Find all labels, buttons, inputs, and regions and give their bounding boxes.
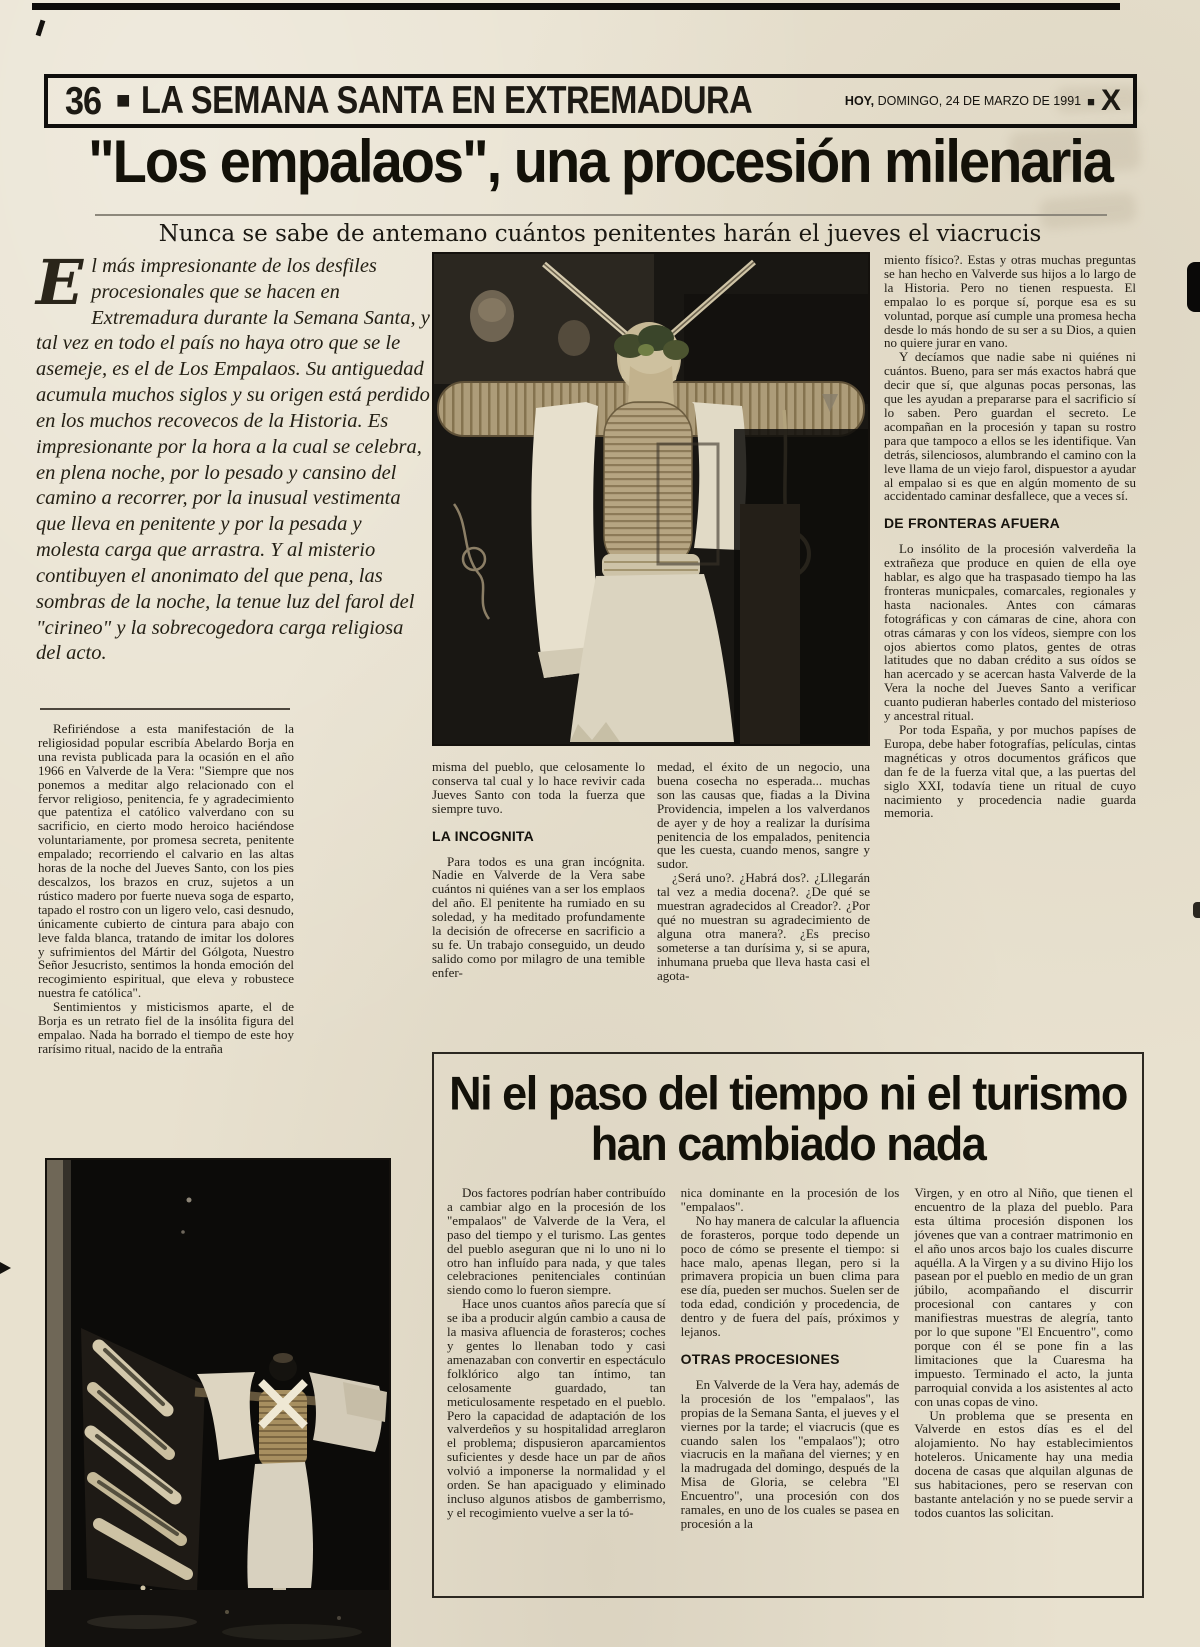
left-column [38,722,294,1056]
main-subhead: Nunca se sabe de antemano cuántos penitentes harán el jueves el viacrucis [158,221,1042,247]
paragraph: ¿Será uno?. ¿Habrá dos?. ¿Lllegarán tal vez a media docena?. ¿De qué se muestran agradecidos al Creador?. ¿Por qué no muestran su agradecimiento de alguna otra manera?. ¿Es preciso someterse a tan durísima y, si se apura, inhumana prueba que lleva hasta casi el agota- [657,870,870,983]
main-headline: "Los empalaos", una procesión milenaria [88,127,1112,196]
edition-letter: X [1100,84,1121,117]
paragraph: Para todos es una gran incógnita. Nadie en Valverde de la Vera sabe cuántos ni quiénes van a ser los emplaos del año. El penitente ha rumiado en su soledad, y ha meditado profundamente la decisión de ofrecerse en sacrificio a su fe. Un trabajo conseguido, un deudo salido como por milagro de una temible enfer- [432,853,645,980]
second-article-col1 [447,1186,666,1588]
second-article-col3 [914,1186,1133,1588]
paragraph: nica dominante en la procesión de los "empalaos". [680,1185,900,1214]
left-column-rule [40,708,290,710]
paragraph: Sentimientos y misticismos aparte, el de Borja es un retrato fiel de la insólita figura del empalao. Nada ha borrado el tiempo de este hoy rarísimo ritual, nacido de la entraña [38,999,294,1056]
square-bullet-icon: ■ [1087,93,1095,109]
lead-text: l más impresionante de los desfiles procesionales que se hacen en Extremadura durante la Semana Santa, y tal vez en todo el país no haya otro que se le asemeje, es el de Los Empalaos. Su antiguedad acumula muchos siglos y su origen está perdido en los muchos recovecos de la Historia. Es impresionante por la hora a la cual se celebra, en plena noche, por lo pesado y cansino del camino a recorrer, por la inusual vestimenta que lleva en penitente y por la pesada y molesta carga que arrastra. Y al misterio contibuyen el anonimato del que pena, las sombras de la noche, la tenue luz del farol del "cirineo" y la sobrecogedora carga religiosa del acto. [36,255,430,665]
paragraph: Virgen, y en otro al Niño, que tienen el encuentro de la plaza del pueblo. Para esta última procesión disponen los jóvenes que van a contraer matrimonio en el año unos arcos bajo los cuales discurre aquélla. A la Virgen y a su divino Hijo los pasean por el pueblo en medio de un gran júbilo, acompañando el discurrir procesional con cantares y con manifiestras muestras de alegría, tanto por lo que supone "El Encuentro", como porque con él se pone fin a las limitaciones que la Cuaresma ha impuesto. Terminado el acto, la junta parroquial convida a los asistentes al acto con unas copas de vino. [914,1185,1134,1409]
paragraph: Y decíamos que nadie sabe ni quiénes ni cuántos. Bueno, para ser más exactos habrá que decir que sí, que algunas pocas personas, las que les ayudan a prepararse para el sacrificio sí lo saben. Pero guardan el secreto. Le acompañan en la procesión y tapan su rostro para que tampoco a ellos se les identifique. Van detrás, silenciosos, alumbrando el camino con la leve llama de un viejo farol, dispuestor a ayudar al empalao si es que en algún momento de su accidentado caminar desfallece, que a veces sí. [884,349,1136,504]
second-article-columns [447,1186,1133,1588]
paper-name: HOY, [844,94,875,108]
second-headline-line1: Ni el paso del tiempo ni el turismo [449,1065,1127,1120]
paragraph: Dos factores podrían haber contribuído a cambiar algo en la procesión de los "empalaos" de Valverde de la Vera, el paso del tiempo y el turismo. Las gentes del pueblo aseguran que ni lo uno ni lo otro han influído para nada, y que tales celebraciones penitenciales continúan siendo como lo fueron siempre. [447,1185,666,1298]
paragraph: No hay manera de calcular la afluencia de forasteros, porque todo depende un poco de cómo se presente el tiempo: si hace malo, apenas llegan, pero si la primavera propicia un buen clima para ese día, pueden ser muchos. Suelen ser de toda edad, condición y procedencia, de dentro y de fuera del país, próximos y lejanos. [680,1212,900,1340]
paragraph: Por toda España, y por muchos papíses de Europa, debe haber fotografías, películas, cintas magnéticas y otros documentos gráficos que dan fe de la fuerza vital que, a las puertas del siglo XXI, todavía tiene un ritual de cuyo nacimiento y procedencia nadie guarda memoria. [884,722,1136,821]
lead-paragraph [36,246,430,667]
left-edge-arrow-mark [0,1262,11,1274]
paragraph: Lo insólito de la procesión valverdeña la extrañeza que produce en quien de ella oye hablar, es algo que ha traspasado tiempo ha las fronteras municpales, comarcales, regionales y hasta nacionales. Antes con cámaras fotográficas y con cámaras de cine, ahora con otras cámaras y con los vídeos, siempre con los ojos abiertos como platos, gentes de otras latitudes que no daban crédito a sus oídos se han acercado y se acercan hasta Valverde de la Vera la noche del Jueves Santo a verificar cuanto pudieran haberles contado del misterioso y ancestral ritual. [884,541,1136,724]
section-title: LA SEMANA SANTA EN EXTREMADURA [140,79,752,122]
photo-empalao-main [432,252,870,746]
date-text: DOMINGO, 24 DE MARZO DE 1991 [877,94,1082,108]
second-article-box [432,1052,1144,1598]
photo-empalao-street-art [47,1160,389,1645]
column-below-photo-1 [432,760,645,980]
column-below-photo-2 [657,760,870,983]
headline-rule [95,214,1107,216]
paragraph: misma del pueblo, que celosamente lo conserva tal cual y lo hace revivir cada Jueves Santo con toda la fuerza que siempre tuvo. [432,759,645,816]
section-subhead-de-fronteras-afuera: DE FRONTERAS AFUERA [884,515,1060,532]
second-article-col2 [681,1186,900,1588]
drop-cap: E [36,246,84,319]
photo-empalao-street [45,1158,391,1647]
section-subhead-otras-procesiones: OTRAS PROCESIONES [680,1350,840,1367]
second-headline-line2: han cambiado nada [590,1116,986,1171]
top-scan-rule [32,3,1120,10]
right-column [884,253,1136,820]
scan-tick-mark [36,20,46,37]
masthead [44,74,1137,128]
photo-empalao-main-art [434,254,868,744]
page-number: 36 [64,78,102,123]
paragraph: Refiriéndose a esta manifestación de la religiosidad popular escribía Abelardo Borja en una revista publicada para la ocasión en el año 1966 en Valverde de la Vera: "Siempre que nos ponemos a meditar algo relacionado con el fervor religioso, penitencia, fe y agradecimiento que patentiza el católico valverdano con su sacrificio, en cierto modo heroico haciéndose voluntariamente, por promesa secreta, penitente empalado; recorriendo el calvario en las altas horas de la noche del Jueves Santo, con los pies descalzos, los brazos en cruz, sujetos a un rústico madero por fuerte nueva soga de esparto, tapado el rostro con un ligero velo, casi desnudo, únicamente cubierto de cintura para abajo con leve falda blanca, tratando de imitar los dolores y sufrimientos del Mártir del Gólgota, Nuestro Señor Jesucristo, sentimos la honda emoción del recogimiento espiritual, que eleva y robustece nuestra fe católica". [38,721,294,1001]
dateline [845,94,1081,108]
right-edge-ink-blob [1187,262,1200,312]
paragraph: miento físico?. Estas y otras muchas preguntas se han hecho en Valverde sus hijos a lo largo de la Historia. Pero no tienen respuesta. El empalao lo es porque sí, porque esa es su voluntad, porque así cumple una promesa hecha desde lo más hondo de su ser a su Dios, a quien no quiere jurar en vano. [884,252,1136,351]
second-headline [434,1065,1142,1171]
right-edge-ink-dash [1193,902,1200,918]
paragraph: Hace unos cuantos años parecía que sí se iba a producir algún cambio a causa de la masiva afluencia de forasteros; coches y gentes lo llenaban todo y casi amenazaban con convertir en espectáculo folklórico algo tan íntimo, tan celosamente guardado, tan meticulosamente respetado en el pueblo. Pero la capacidad de adaptación de los valverdeños y su hospitalidad arreglaron el problema; dispusieron aparcamientos suficientes y desde hace un par de años volvió a imponerse la normalidad y el orden. Se han apaciguado y eliminado incluso algunos atisbos de gamberrismo, y el recogimiento vuelve a ser la tó- [447,1296,666,1520]
paragraph: medad, el éxito de un negocio, una buena cosecha no esperada... muchas son las causas que, fiadas a la Divina Providencia, impelen a los valverdanos de ayer y de hoy a realizar la durísima penitencia de los empalados, penitencia que les cuesta, cuando menos, sangre y sudor. [657,759,870,872]
paragraph: Un problema que se presenta en Valverde en estos días es el del alojamiento. No hay establecimientos hoteleros. Unicamente hay una media docena de casas que alquilan algunas de sus habitaciones, pero se reservan con bastante antelación y no se puede servir a todos cuantos las solicitan. [914,1407,1134,1520]
square-bullet-icon: ■ [116,87,131,114]
paragraph: En Valverde de la Vera hay, además de la procesión de los "empalaos", las propias de la Semana Santa, el jueves y el viernes por la tarde; el viacrucis (que es cuando salen los "empalaos"); otro viacrucis en la mañana del viernes; y en la madrugada del domingo, después de la Misa de Gloria, se celebra "El Encuentro", una procesión con dos ramales, en uno de los cuales se pasea en procesión a la [680,1376,900,1531]
section-subhead-la-incognita: LA INCOGNITA [432,827,534,844]
